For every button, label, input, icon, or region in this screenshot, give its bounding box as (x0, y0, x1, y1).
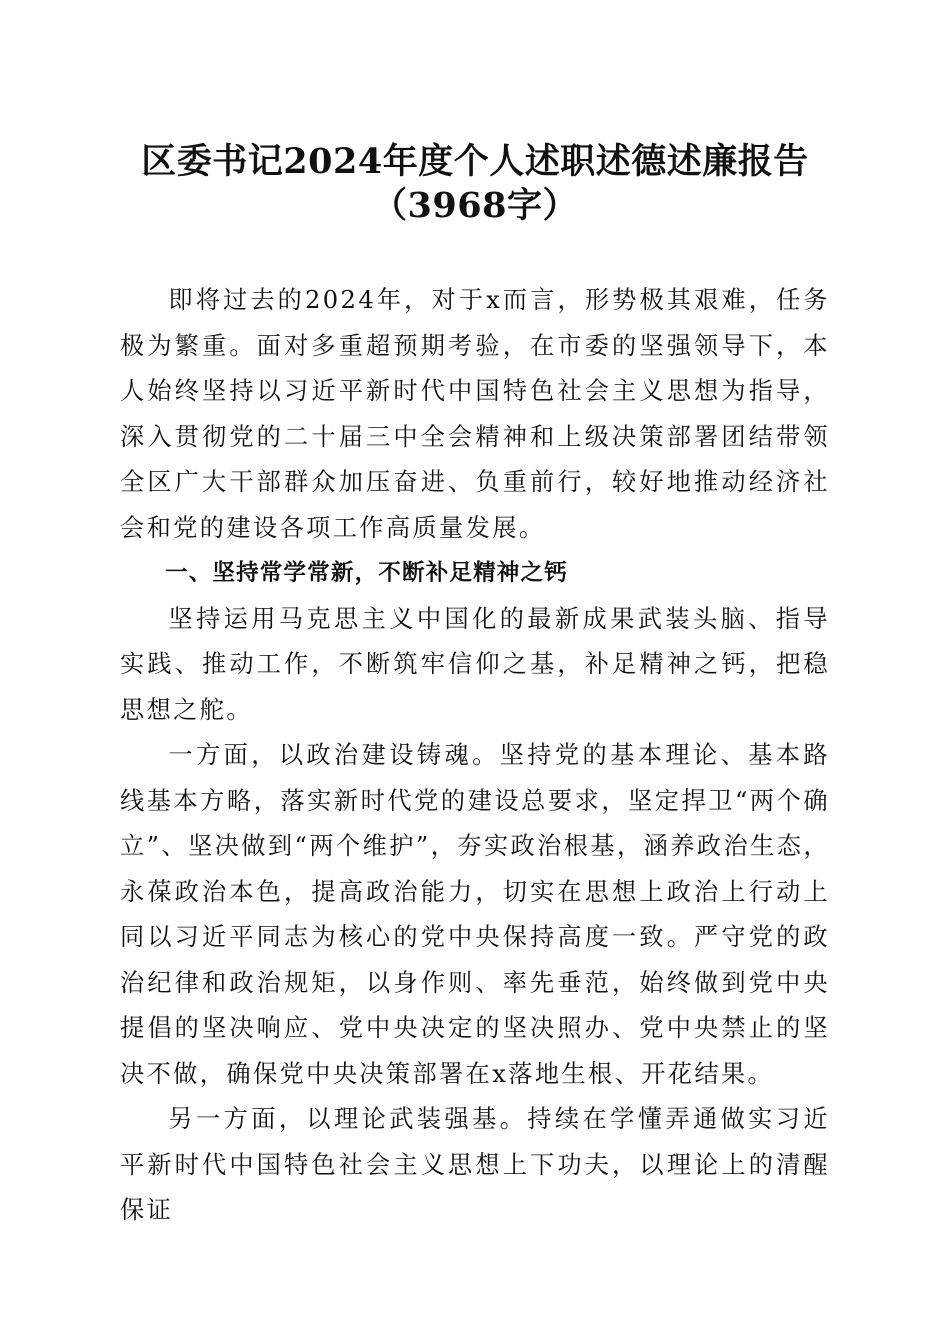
document-title: 区委书记2024年度个人述职述德述廉报告 (141, 141, 809, 182)
body-paragraph: 另一方面，以理论武装强基。持续在学懂弄通做实习近平新时代中国特色社会主义思想上下功夫，以理论上的清醒保证 (120, 1105, 830, 1224)
body-paragraph: 一方面，以政治建设铸魂。坚持党的基本理论、基本路线基本方略，落实新时代党的建设总要求，坚定捍卫“两个确立”、坚决做到“两个维护”，夯实政治根基，涵养政治生态，永葆政治本色，提高政治能力，切实在思想上政治上行动上同以习近平同志为核心的党中央保持高度一致。严守党的政治纪律和政治规矩，以身作则、率先垂范，始终做到党中央提倡的坚决响应、党中央决定的坚决照办、党中央禁止的坚决不做，确保党中央决策部署在x落地生根、开花结果。 (120, 741, 830, 1088)
body-paragraph: 坚持运用马克思主义中国化的最新成果武装头脑、指导实践、推动工作，不断筑牢信仰之基，补足精神之钙，把稳思想之舵。 (120, 604, 830, 724)
intro-paragraph: 即将过去的2024年，对于x而言，形势极其艰难，任务极为繁重。面对多重超预期考验，在市委的坚强领导下，本人始终坚持以习近平新时代中国特色社会主义思想为指导，深入贯彻党的二十届三中全会精神和上级决策部署团结带领全区广大干部群众加压奋进、负重前行，较好地推动经济社会和党的建设各项工作高质量发展。 (120, 286, 830, 542)
document-body (120, 278, 830, 1234)
document-word-count: （3968字） (372, 185, 578, 226)
section-heading: 一、坚持常学常新，不断补足精神之钙 (165, 560, 568, 586)
